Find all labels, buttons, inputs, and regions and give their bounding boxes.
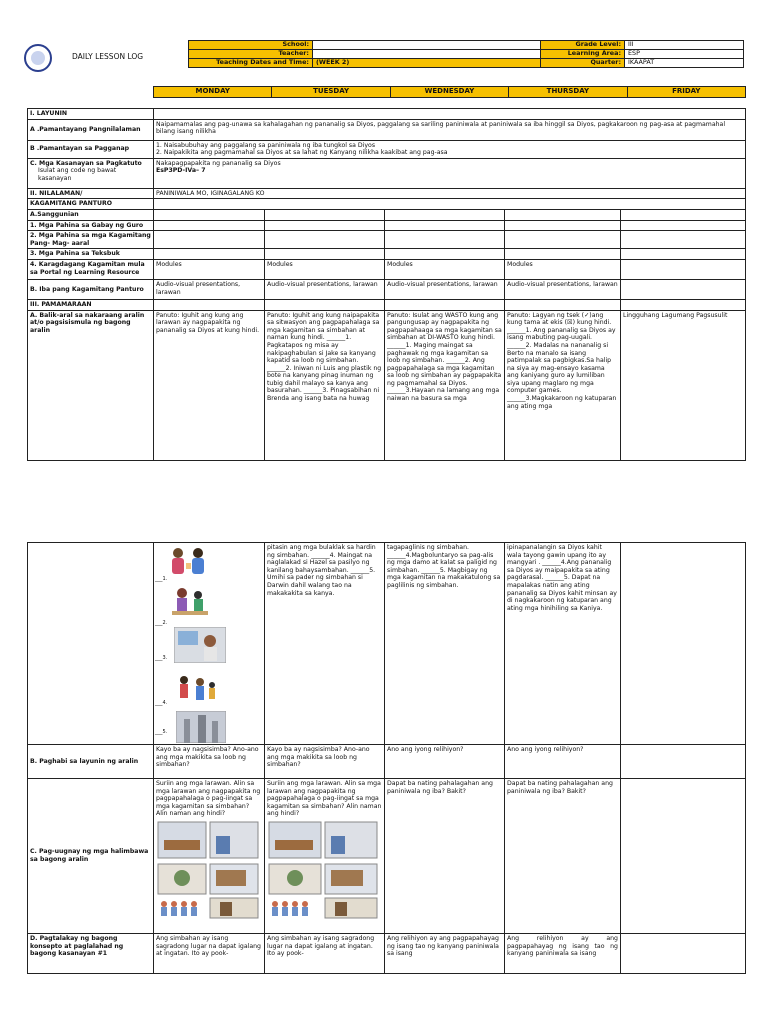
balik-aral-tue: Panuto: Iguhit ang kung naipapakita sa sitwasyon ang pagpapahalaga sa mga kagamitan sa simbahan at naman kung hindi. ______1. Pagkatapos ng misa ay nakipaghabulan si Jake sa kanyang kapatid sa loob ng simbahan. ______2. Iniwan ni Luis ang plastik ng bote na kanyang pinag inuman ng tubig dahil malayo sa kanya ang basurahan. ______3. Pinagsabihan ni Brenda ang isang bata na huwag (265, 310, 385, 460)
balik-aral-thu: Panuto: Lagyan ng tsek (✓)ang kung tama at ekis (☒) kung hindi. ______1. Ang pananalig sa Diyos ay isang mabuting pag-uugali. ______2. Madalas na nananalig si Berto na manalo sa isang patimpalak sa pagbigkas.Sa halip na siya ay mag-ensayo kasama ang kaniyang guro ay lumiliban siya upang maglaro ng mga computer games. ______3.Magkakaroon ng katuparan ang ating mga (505, 310, 621, 460)
church-scenes-image (156, 820, 260, 920)
av-wed: Audio-visual presentations, larawan (385, 279, 505, 299)
kasanayan-label-cell (28, 158, 154, 188)
pamamaraan-heading: III. PAMAMARAAN (28, 299, 154, 310)
kagamitang-pang-label: 2. Mga Pahina sa mga Kagamitang Pang- Mag- aaral (28, 231, 154, 249)
balik-aral-wed: Panuto: Isulat ang WASTO kung ang pangungusap ay nagpapakita ng pagpapahaaga sa mga kagamitan sa simbahan at DI-WASTO kung hindi. ______1. Maging maingat sa paghawak ng mga kagamitan sa loob ng simbahan. ______2. Ang pagpapahalaga sa mga kagamitan sa loob ng simbahan ay pagpapakita ng pagmamahal sa Diyos. ______3.Hayaan na lamang ang mga naiwan na basura sa mga (385, 310, 505, 460)
balik-aral-thu-cont: ipinapanalangin sa Diyos kahit wala tayong gawin upang ito ay mangyari . ______4.Ang pananalig sa Diyos ay maipapakita sa ating pagdarasal. ______5. Dapat na mapalakas natin ang ating pananalig sa Diyos kahit minsan ay di nagkakaroon ng katuparan ang ating mga hinihiling sa Kaniya. (505, 543, 621, 745)
modules-tue: Modules (265, 259, 385, 279)
pagtalakay-wed: Ang relihiyon ay ang pagpapahayag ng isang tao ng kanyang paniniwala sa isang (385, 934, 505, 974)
church-interior-image (174, 627, 226, 663)
pag-uugnay-wed: Dapat ba nating pahalagahan ang paniniwala ng iba? Bakit? (385, 779, 505, 934)
teksbuk-label: 3. Mga Pahina sa Teksbuk (28, 249, 154, 260)
family-image (168, 585, 212, 621)
kasanayan-line: Nakapagpapakita ng pananalig sa Diyos (156, 159, 281, 167)
pamantayang-pangnilalaman-label: A .Pamantayang Pangnilalaman (28, 119, 154, 140)
pagganap-line-2: 2. Naipakikita ang pagmamahal sa Diyos at sa lahat ng Kanyang nilikha kaakibat ang pag-asa (156, 149, 448, 157)
log-title: DAILY LESSON LOG (72, 52, 144, 61)
pag-uugnay-tue (265, 779, 385, 934)
pamantayang-pangnilalaman-text: Naipamamalas ang pag-unawa sa kahalagahan ng pananalig sa Diyos, paggalang sa sariling paniniwala at paniniwala sa iba hinggil sa Diyos, pagkakaroon ng pag-asa at pagmamahal bilang isang nilikha (154, 119, 746, 140)
nilalaman-text: PANINIWALA MO, IGINAGALANG KO (154, 188, 746, 199)
paghabi-label: B. Paghabi sa layunin ng aralin (28, 745, 154, 779)
paghabi-mon: Kayo ba ay nagsisimba? Ano-ano ang mga makikita sa loob ng simbahan? (154, 745, 265, 779)
av-mon: Audio-visual presentations, larawan (154, 279, 265, 299)
pag-uugnay-thu: Dapat ba nating pahalagahan ang paniniwala ng iba? Bakit? (505, 779, 621, 934)
kagamitan-heading: KAGAMITANG PANTURO (28, 199, 154, 210)
pag-uugnay-tue-text: Suriin ang mga larawan. Alin sa mga larawan ang nagpapakita ng pagpapahalaga o pag-iingat sa mga kagamitan sa simbahan? Alin naman ang hindi? (267, 780, 382, 818)
pic-mark-3: ___3. (155, 655, 168, 661)
day-wednesday: WEDNESDAY (390, 87, 508, 98)
header-table (188, 40, 744, 68)
kasanayan-text (154, 158, 746, 188)
balik-aral-mon: Panuto: Iguhit ang kung ang larawan ay nagpapakita ng pananalig sa Diyos at kung hindi. (154, 310, 265, 460)
pagtalakay-thu: Ang relihiyon ay ang pagpapahayag ng isang tao ng kanyang paniniwala sa isang (505, 934, 621, 974)
day-friday: FRIDAY (627, 87, 745, 98)
grade-value: III (625, 41, 744, 50)
paghabi-tue: Kayo ba ay nagsisimba? Ano-ano ang mga makikita sa loob ng simbahan? (265, 745, 385, 779)
dates-label: Teaching Dates and Time: (189, 59, 313, 68)
pag-uugnay-mon (154, 779, 265, 934)
teacher-field[interactable] (313, 50, 541, 59)
day-tuesday: TUESDAY (272, 87, 390, 98)
church-scenes-image-2 (267, 820, 379, 920)
balik-aral-label: A. Balik-aral sa nakaraang aralin at/o pagsisismula ng bagong aralin (28, 310, 154, 460)
karagdagang-label: 4. Karagdagang Kagamitan mula sa Portal ng Learning Resource (28, 259, 154, 279)
day-thursday: THURSDAY (509, 87, 627, 98)
sanggunian-label: A.Sanggunian (28, 209, 154, 220)
children-playing-image (174, 673, 220, 709)
quarter-label: Quarter: (541, 59, 625, 68)
balik-aral-wed-cont: tagapaglinis ng simbahan. ______4.Magboluntaryo sa pag-alis ng mga damo at kalat sa paligid ng simbahan. ______5. Magbigay ng mga kagamitan na makakatulong sa paglilinis ng simbahan. (385, 543, 505, 745)
praying-people-image (166, 545, 212, 583)
pagganap-line-1: 1. Naisabubuhay ang paggalang sa paniniwala ng iba tungkol sa Diyos (156, 141, 376, 149)
av-tue: Audio-visual presentations, larawan (265, 279, 385, 299)
day-monday: MONDAY (154, 87, 272, 98)
paghabi-wed: Ano ang iyong relihiyon? (385, 745, 505, 779)
layunin-heading: I. LAYUNIN (28, 109, 154, 120)
iba-pang-label: B. Iba pang Kagamitang Panturo (28, 279, 154, 299)
school-field[interactable] (313, 41, 541, 50)
pag-uugnay-mon-text: Suriin ang mga larawan. Alin sa mga larawan ang nagpapakita ng pagpapahalaga o pag-iingat sa mga kagamitan sa simbahan? Alin naman ang hindi? (156, 780, 261, 818)
picture-review-cell (154, 543, 265, 745)
lesson-table-page1 (27, 108, 746, 461)
pamantayan-pagganap-label: B .Pamantayan sa Pagganap (28, 140, 154, 158)
pagtalakay-tue: Ang simbahan ay isang sagradong lugar na dapat igalang at ingatan. Ito ay pook- (265, 934, 385, 974)
quarter-value: IKAAPAT (625, 59, 744, 68)
church-building-image (176, 711, 226, 743)
pic-mark-4: ___4. (155, 700, 168, 706)
gabay-label: 1. Mga Pahina sa Gabay ng Guro (28, 220, 154, 231)
area-value: ESP (625, 50, 744, 59)
modules-mon: Modules (154, 259, 265, 279)
pag-uugnay-label: C. Pag-uugnay ng mga halimbawa sa bagong aralin (28, 779, 154, 934)
paghabi-thu: Ano ang iyong relihiyon? (505, 745, 621, 779)
deped-seal-icon (24, 44, 52, 72)
pagtalakay-mon: Ang simbahan ay isang sagradong lugar na dapat igalang at ingatan. Ito ay pook- (154, 934, 265, 974)
grade-label: Grade Level: (541, 41, 625, 50)
kasanayan-sublabel: Isulat ang code ng bawat kasanayan (38, 167, 117, 182)
pagtalakay-label: D. Pagtalakay ng bagong konsepto at paglalahad ng bagong kasanayan #1 (28, 934, 154, 974)
school-label: School: (189, 41, 313, 50)
pic-mark-2: ___2. (155, 620, 168, 626)
pamantayan-pagganap-text (154, 140, 746, 158)
dates-value: (WEEK 2) (313, 59, 541, 68)
pic-mark-1: ___1. (155, 576, 168, 582)
teacher-label: Teacher: (189, 50, 313, 59)
modules-thu: Modules (505, 259, 621, 279)
balik-aral-fri: Lingguhang Lagumang Pagsusulit (621, 310, 746, 460)
area-label: Learning Area: (541, 50, 625, 59)
pic-mark-5: ___5. (155, 729, 168, 735)
balik-aral-tue-cont: pitasin ang mga bulaklak sa hardin ng simbahan. ______4. Maingat na naglalakad si Hazel sa pasilyo ng kanilang bahaysambahan. ______5. Umihi sa pader ng simbahan si Darwin dahil walang tao na makakakita sa kanya. (265, 543, 385, 745)
days-header (153, 86, 746, 98)
kasanayan-code: EsP3PD-IVa– 7 (156, 167, 206, 175)
av-thu: Audio-visual presentations, larawan (505, 279, 621, 299)
lesson-table-page2 (27, 542, 746, 974)
nilalaman-heading: II. NILALAMAN/ (28, 188, 154, 199)
kasanayan-label: C. Mga Kasanayan sa Pagkatuto (30, 159, 142, 167)
modules-wed: Modules (385, 259, 505, 279)
